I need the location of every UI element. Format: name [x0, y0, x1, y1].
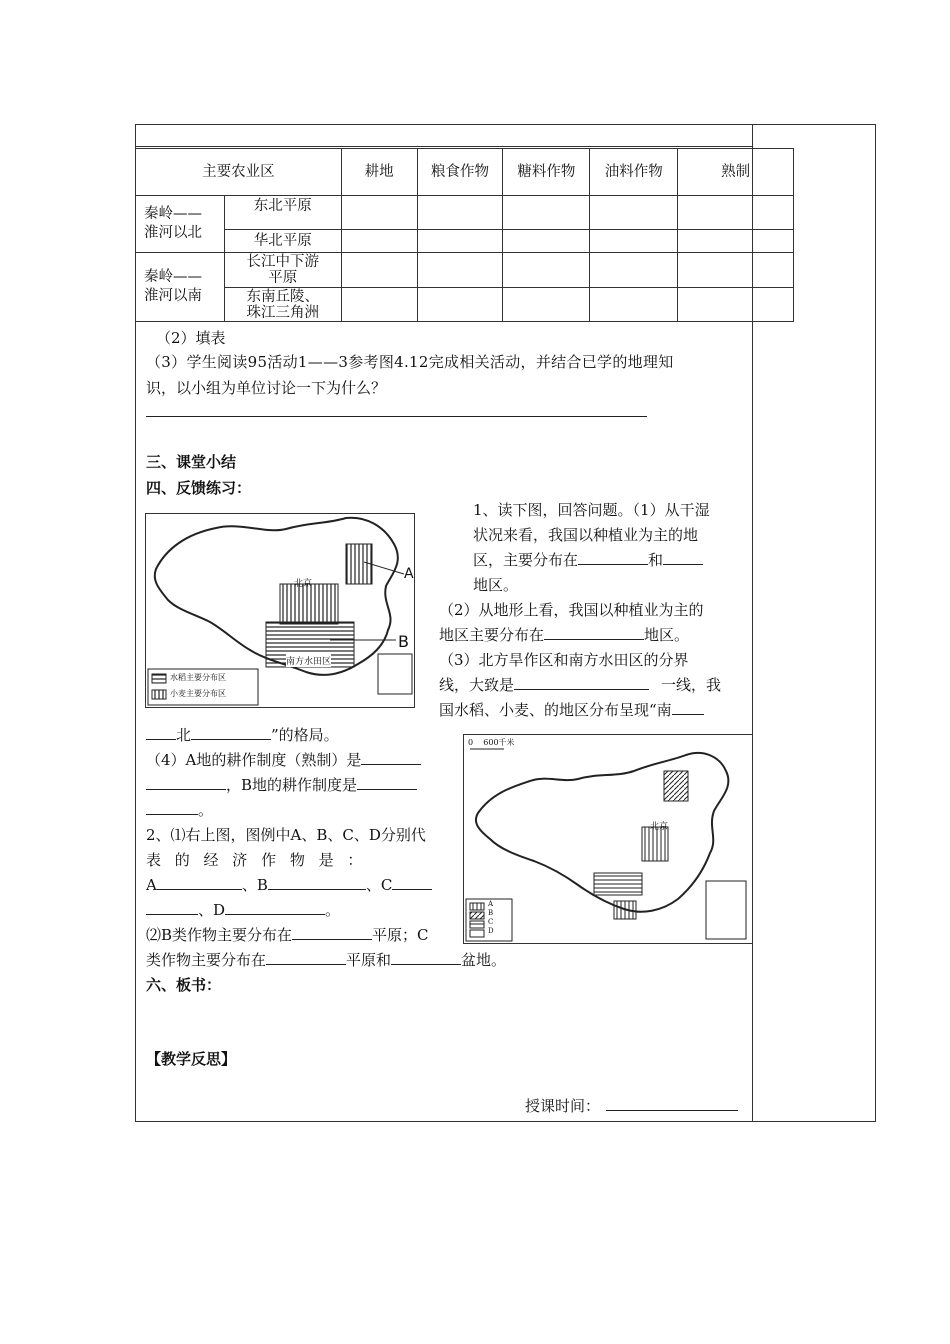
fill-table-text: （2）填表: [156, 329, 226, 347]
header-cell: 粮食作物: [417, 149, 503, 196]
q1-4-line: [146, 774, 417, 796]
subregion-line: 长江中下游: [246, 254, 320, 270]
q1-3-line: [439, 674, 721, 696]
header-cell: 糖料作物: [503, 149, 590, 196]
q1-text: 一线，我: [661, 676, 722, 694]
q1-text: 线，大致是: [439, 676, 515, 694]
blank: [157, 874, 242, 890]
table-header-row: [136, 149, 794, 196]
class-time-label: 授课时间：: [525, 1097, 601, 1115]
q1-text: 地区主要分布在: [439, 626, 545, 644]
q1-line: [473, 549, 703, 571]
subregion-cell: 华北平原: [224, 230, 341, 253]
activity-line: （3）学生阅读95活动1——3参考图4.12完成相关活动，并结合已学的地理知: [146, 353, 674, 371]
blank: [146, 799, 198, 815]
q2-text: 、D: [198, 901, 226, 919]
region-name: 淮河以北: [144, 225, 202, 241]
table-row: [136, 196, 794, 230]
q1-line: 地区。: [473, 576, 519, 594]
q2-line: [146, 899, 340, 921]
blank: [672, 699, 704, 715]
blank: [146, 724, 176, 740]
q2-line: [146, 924, 429, 946]
subregion-line: 珠江三角洲: [246, 304, 320, 321]
q2-line: [146, 949, 506, 971]
q1-4-line: [146, 799, 213, 821]
blank: [514, 674, 649, 690]
region-name: 秦岭——: [144, 206, 202, 222]
inset-box: [378, 654, 412, 694]
q2-text: 、C: [365, 876, 393, 894]
legend-label: D: [488, 927, 494, 935]
region-name: 秦岭——: [144, 269, 202, 285]
legend-label: A: [488, 900, 494, 908]
table-row: [136, 230, 794, 253]
q1-text: 地区。: [644, 626, 690, 644]
legend-label: B: [488, 909, 494, 917]
map-label-a: A: [404, 566, 414, 582]
crop-area-b: [642, 827, 668, 861]
reflection-heading: 【教学反思】: [146, 1050, 237, 1068]
answer-line: [146, 416, 647, 417]
header-cell: 耕地: [341, 149, 417, 196]
q1-line: 1、读下图，回答问题。（1）从干湿: [473, 501, 710, 519]
q2-text: ⑵B类作物主要分布在: [146, 926, 293, 944]
q2-line: [146, 874, 432, 896]
q1-2-line: [439, 624, 689, 646]
class-time-blank: [606, 1095, 738, 1111]
q1-text: 北: [176, 726, 192, 744]
header-cell: 主要农业区: [136, 149, 342, 196]
agriculture-table: [135, 148, 794, 322]
agriculture-map: [145, 513, 415, 708]
blank: [357, 774, 417, 790]
subregion-cell: 东北平原: [224, 196, 341, 230]
q2-text: 盆地。: [461, 951, 507, 969]
legend-label: C: [488, 918, 494, 926]
feedback-heading: 四、反馈练习：: [146, 479, 252, 497]
blank: [146, 899, 198, 915]
q1-3-line: [146, 724, 339, 746]
economic-crop-map: [463, 734, 753, 944]
northeast-area: [346, 544, 372, 584]
activity-line: 识，以小组为单位讨论一下为什么？: [146, 379, 387, 397]
blank: [146, 774, 226, 790]
crop-area-d: [614, 901, 636, 919]
china-map-2: [464, 735, 752, 943]
region-cell: [136, 196, 225, 253]
blank: [544, 624, 644, 640]
legend-swatch-wheat: [152, 690, 166, 699]
header-cell: 熟制: [678, 149, 794, 196]
table-row: [136, 253, 794, 288]
q2-text: A: [146, 876, 157, 894]
map-label-b: B: [398, 632, 409, 651]
q1-4-line: [146, 749, 421, 771]
region-name: 淮河以南: [144, 288, 202, 304]
crop-area-a: [664, 771, 688, 801]
q2-text: 。: [325, 901, 341, 919]
q1-text: 。: [198, 801, 214, 819]
q1-line: 状况来看，我国以种植业为主的地: [473, 526, 699, 544]
blank: [361, 749, 421, 765]
subregion-line: 平原: [268, 270, 298, 286]
map-label-south: 南方水田区: [286, 654, 331, 667]
blank: [191, 724, 271, 740]
header-cell: 油料作物: [590, 149, 678, 196]
blank: [578, 549, 648, 565]
blank: [292, 924, 372, 940]
blank: [663, 549, 703, 565]
blank: [225, 899, 325, 915]
q1-text: 国水稻、小麦、的地区分布呈现“南: [439, 701, 672, 719]
summary-heading: 三、课堂小结: [146, 453, 237, 471]
map-label-beijing: 北京: [294, 579, 313, 589]
q1-text: ”的格局。: [271, 726, 339, 744]
q2-text: 、B: [241, 876, 268, 894]
region-cell: [136, 253, 225, 322]
q1-text: ，B地的耕作制度是: [226, 776, 358, 794]
table-row: [136, 288, 794, 322]
legend-label-rice: 水稻主要分布区: [170, 673, 226, 682]
legend-swatch: [470, 912, 484, 919]
q2-text: 类作物主要分布在: [146, 951, 267, 969]
legend-swatch: [470, 903, 484, 910]
q1-text: 区，主要分布在: [473, 551, 579, 569]
blank: [268, 874, 366, 890]
subregion-line: 东南丘陵、: [246, 288, 320, 305]
crop-area-c: [594, 873, 642, 895]
subregion-cell: [224, 288, 341, 322]
legend-label-wheat: 小麦主要分布区: [170, 689, 226, 698]
q1-text: （4）A地的耕作制度（熟制）是: [146, 751, 362, 769]
board-heading: 六、板书：: [146, 976, 222, 994]
wheat-area: [280, 584, 338, 624]
legend-swatch: [470, 921, 484, 928]
q2-line: 2、⑴右上图，图例中A、B、C、D分别代: [146, 826, 426, 844]
frame-top-row: [135, 146, 753, 147]
legend-swatch-rice: [152, 674, 166, 683]
q2-text: 平原；C: [372, 926, 429, 944]
inset-box: [706, 881, 746, 939]
q2-text: 平原和: [346, 951, 392, 969]
blank: [391, 949, 461, 965]
blank: [392, 874, 432, 890]
q1-3-line: （3）北方旱作区和南方水田区的分界: [439, 651, 689, 669]
class-time: [525, 1095, 738, 1117]
q1-2-line: （2）从地形上看，我国以种植业为主的: [439, 601, 704, 619]
subregion-cell: [224, 253, 341, 288]
q1-text: 和: [648, 551, 664, 569]
q2-line: 表 的 经 济 作 物 是 ：: [146, 851, 363, 869]
blank: [266, 949, 346, 965]
q1-3-line: [439, 699, 704, 721]
map-label-beijing: 北京: [650, 822, 669, 832]
legend-swatch: [470, 930, 484, 937]
map-scale: 0 600千米: [468, 738, 515, 747]
